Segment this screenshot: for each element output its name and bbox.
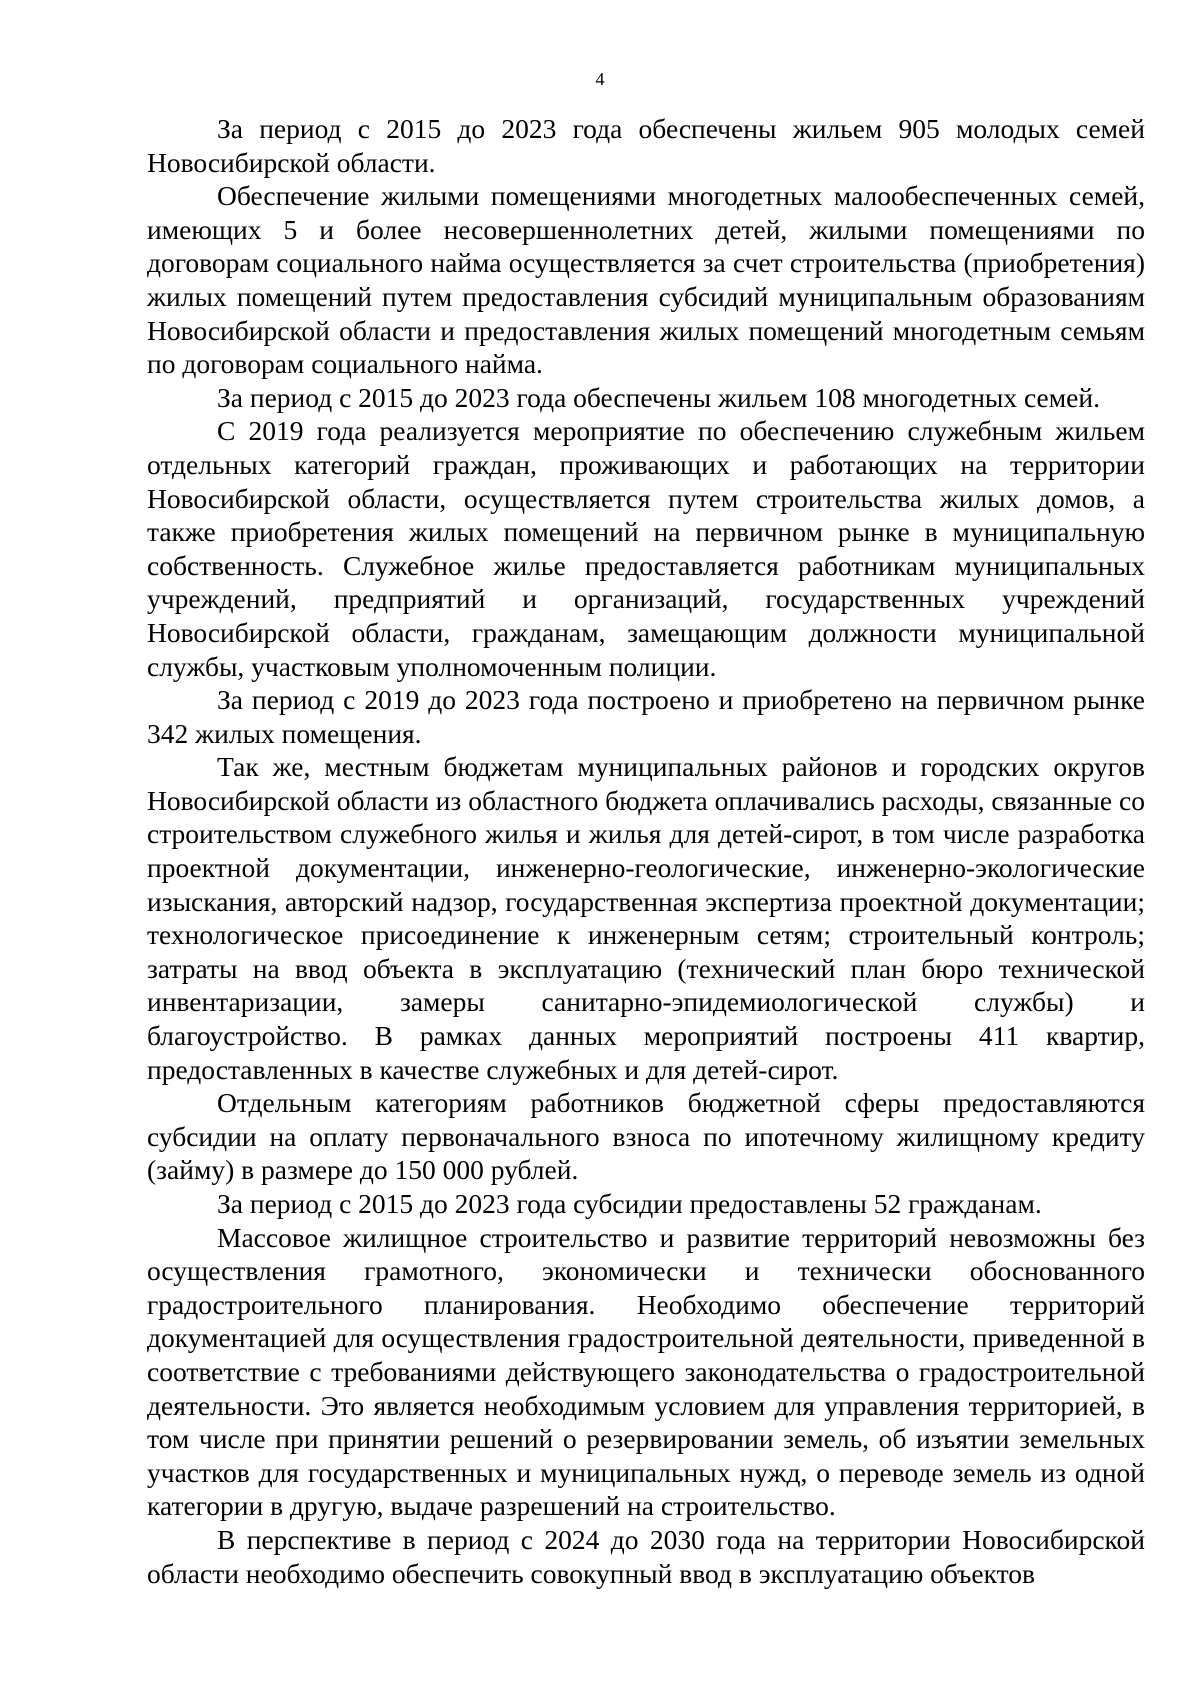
paragraph-large-families-count: За период с 2015 до 2023 года обеспечены жильем 108 многодетных семей. (217, 381, 1100, 413)
paragraph-mortgage-subsidies: Отдельным категориям работников бюджетной сферы предоставляются субсидии на оплату первоначального взноса по ипотечному жилищному кредиту (займу) в размере до 150 000 рублей. (147, 1087, 1145, 1186)
paragraph-local-budgets: Так же, местным бюджетам муниципальных районов и городских округов Новосибирской области из областного бюджета оплачивались расходы, связанные со строительством служебного жилья и жилья для детей-сирот, в том числе разработка проектной документации, инженерно-геологические, инженерно-экологические изыскания, авторский надзор, государственная экспертиза проектной документации; технологическое присоединение к инженерным сетям; строительный контроль; затраты на ввод объекта в эксплуатацию (технический план бюро технической инвентаризации, замеры санитарно-эпидемиологической службы) и благоустройство. В рамках данных мероприятий построены 411 квартир, предоставленных в качестве служебных и для детей-сирот. (147, 751, 1145, 1085)
page-number: 4 (595, 69, 605, 89)
paragraph-young-families: За период с 2015 до 2023 года обеспечены жильем 905 молодых семей Новосибирской области. (147, 113, 1145, 178)
paragraph-perspective: В перспективе в период с 2024 до 2030 года на территории Новосибирской области необходимо обеспечить совокупный ввод в эксплуатацию объектов (147, 1523, 1145, 1589)
paragraph-subsidies-count: За период с 2015 до 2023 года субсидии предоставлены 52 гражданам. (217, 1188, 1042, 1219)
document-body (147, 112, 1145, 1590)
paragraph-service-housing-count: За период с 2019 до 2023 года построено и приобретено на первичном рынке 342 жилых помещения. (147, 684, 1145, 749)
paragraph-service-housing: С 2019 года реализуется мероприятие по обеспечению служебным жильем отдельных категорий граждан, проживающих и работающих на территории Новосибирской области, осуществляется путем строительства жилых домов, а также приобретения жилых помещений на первичном рынке в муниципальную собственность. Служебное жилье предоставляется работникам муниципальных учреждений, предприятий и организаций, государственных учреждений Новосибирской области, гражданам, замещающим должности муниципальной службы, участковым уполномоченным полиции. (147, 415, 1145, 682)
paragraph-urban-planning: Массовое жилищное строительство и развитие территорий невозможны без осуществления грамотного, экономически и технически обоснованного градостроительного планирования. Необходимо обеспечение территорий документацией для осуществления градостроительной деятельности, приведенной в соответствие с требованиями действующего законодательства о градостроительной деятельности. Это является необходимым условием для управления территорией, в том числе при принятии решений о резервировании земель, об изъятии земельных участков для государственных и муниципальных нужд, о переводе земель из одной категории в другую, выдаче разрешений на строительство. (147, 1221, 1145, 1522)
paragraph-large-families-housing: Обеспечение жилыми помещениями многодетных малообеспеченных семей, имеющих 5 и более несовершеннолетних детей, жилыми помещениями по договорам социального найма осуществляется за счет строительства (приобретения) жилых помещений путем предоставления субсидий муниципальным образованиям Новосибирской области и предоставления жилых помещений многодетным семьям по договорам социального найма. (147, 180, 1145, 380)
